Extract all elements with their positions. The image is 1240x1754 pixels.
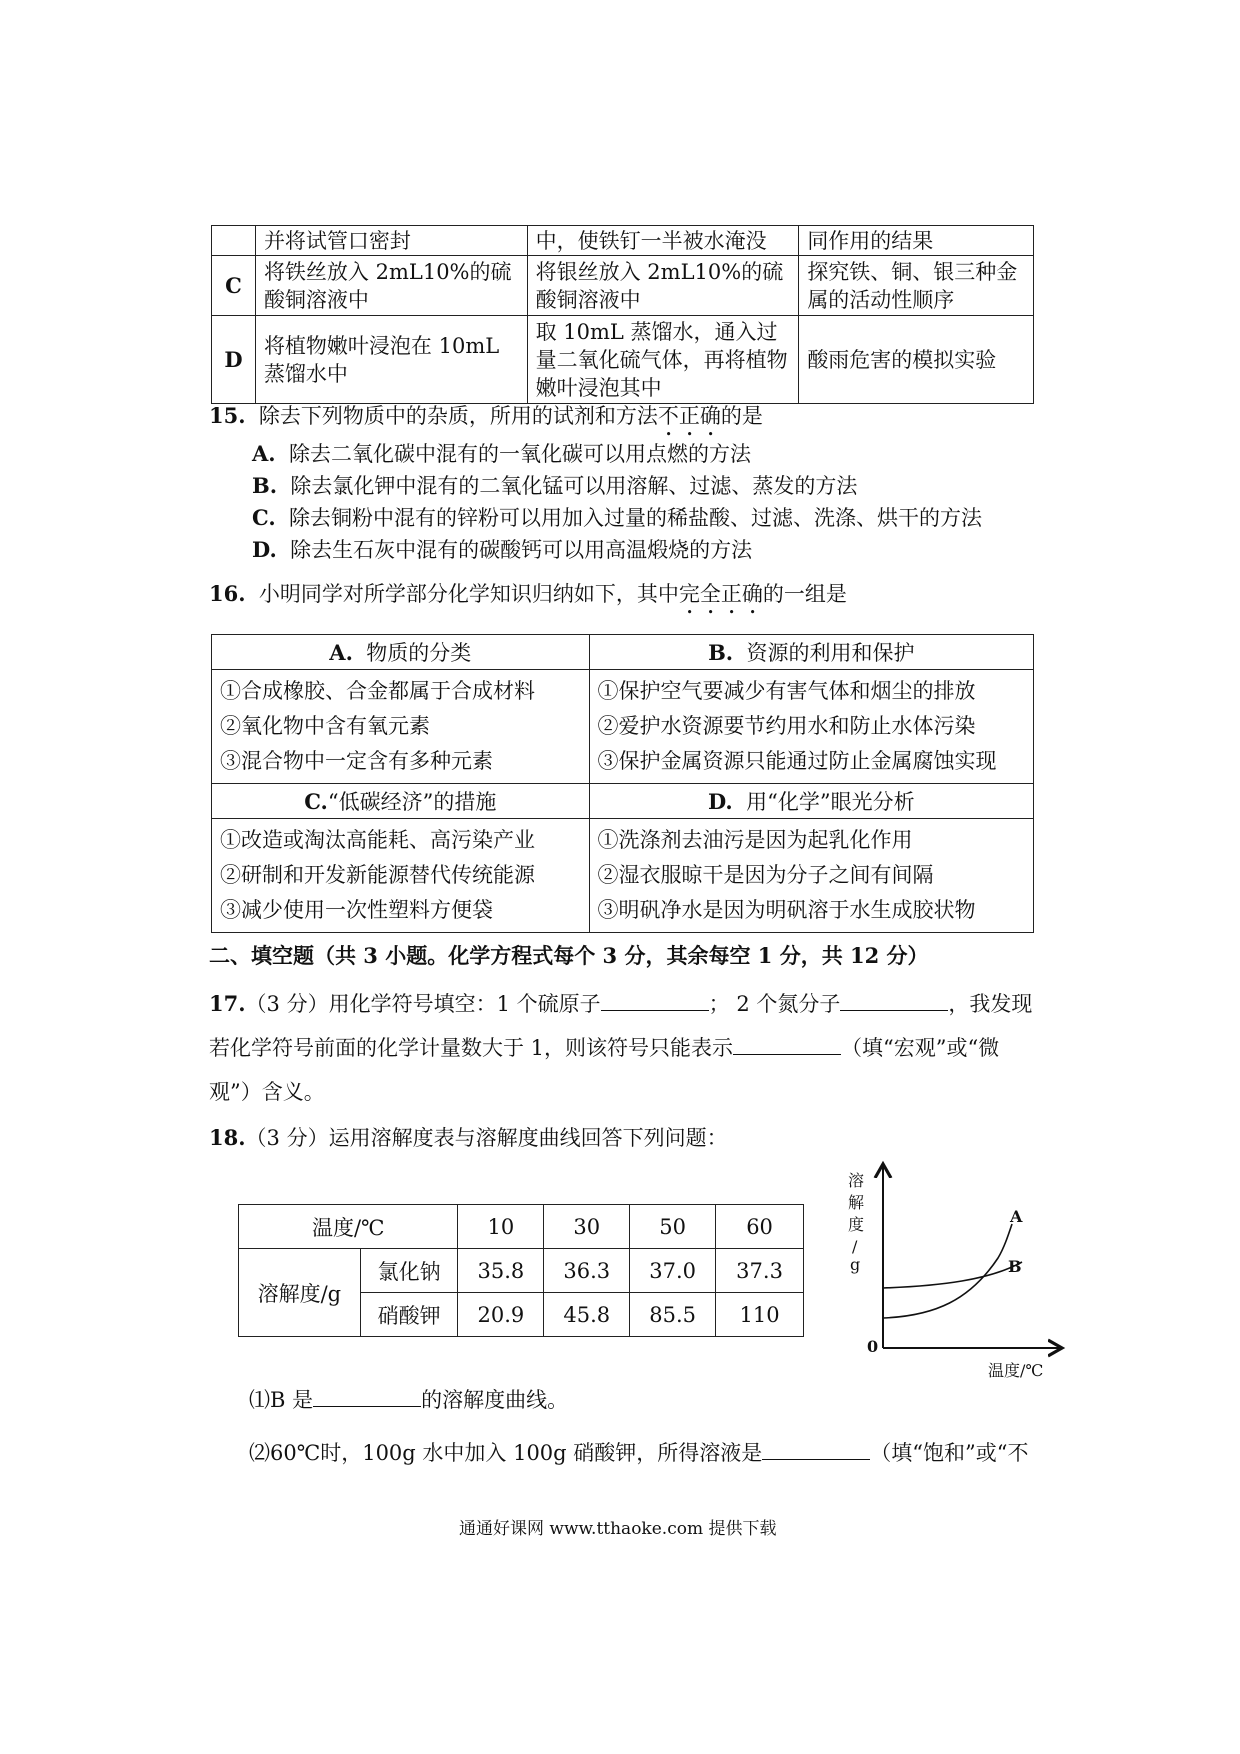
experiment-table — [211, 225, 1034, 404]
table-row — [212, 819, 1034, 933]
group-c-header: C.“低碳经济”的措施 — [212, 784, 590, 819]
row-label: D — [212, 316, 256, 404]
curve-b — [883, 1262, 1022, 1288]
row-label: C — [212, 256, 256, 316]
question-18-stem: 18.（3 分）运用溶解度表与溶解度曲线回答下列问题： — [209, 1125, 728, 1150]
option-c: C. 除去铜粉中混有的锌粉可以用加入过量的稀盐酸、过滤、洗涤、烘干的方法 — [252, 505, 983, 530]
table-cell: 36.3 — [544, 1249, 630, 1293]
list-item: ②湿衣服晾干是因为分子之间有间隔 — [597, 863, 934, 887]
y-axis-label: 度 — [848, 1215, 865, 1234]
y-axis-label: 解 — [848, 1193, 865, 1212]
solubility-graph — [840, 1158, 1070, 1380]
page-footer: 通通好课网 www.tthaoke.com 提供下载 — [459, 1519, 777, 1539]
list-item: ③混合物中一定含有多种元素 — [220, 749, 493, 773]
list-item: ②研制和开发新能源替代传统能源 — [220, 863, 535, 887]
question-number: 18. — [209, 1125, 246, 1150]
row-label — [212, 226, 256, 256]
table-cell: 酸雨危害的模拟实验 — [799, 316, 1034, 404]
table-cell: 110 — [716, 1293, 804, 1337]
origin-label: 0 — [867, 1337, 879, 1356]
group-b-body — [589, 670, 1033, 784]
list-item: ③保护金属资源只能通过防止金属腐蚀实现 — [597, 749, 997, 773]
table-row — [212, 635, 1034, 670]
list-item: ②爱护水资源要节约用水和防止水体污染 — [597, 714, 976, 738]
row-group-label: 溶解度/g — [239, 1249, 361, 1337]
table-cell: 探究铁、铜、银三种金属的活动性顺序 — [799, 256, 1034, 316]
answer-blank[interactable] — [733, 1032, 841, 1055]
solubility-table — [238, 1204, 804, 1337]
question-18-sub1: ⑴B 是 的溶解度曲线。 — [249, 1384, 568, 1416]
column-header: 60 — [716, 1205, 804, 1249]
curve-b-label: B — [1008, 1257, 1022, 1276]
table-cell: 同作用的结果 — [799, 226, 1034, 256]
question-17: 17.（3 分）用化学符号填空：1 个硫原子 ； 2 个氮分子 ，我发现 若化学符号前面的化学计量数大于 1，则该符号只能表示 （填“宏观”或“微 观”）含义。 — [209, 982, 1039, 1114]
group-c-body — [212, 819, 590, 933]
group-a-body — [212, 670, 590, 784]
list-item: ①保护空气要减少有害气体和烟尘的排放 — [597, 679, 976, 703]
group-d-header: D. 用“化学”眼光分析 — [589, 784, 1033, 819]
list-item: ③明矾净水是因为明矾溶于水生成胶状物 — [597, 898, 976, 922]
column-header: 温度/℃ — [239, 1205, 458, 1249]
column-header: 30 — [544, 1205, 630, 1249]
curve-a — [883, 1224, 1012, 1318]
answer-blank[interactable] — [313, 1384, 421, 1407]
question-number: 17. — [209, 991, 246, 1016]
row-label: 氯化钠 — [360, 1249, 458, 1293]
answer-blank[interactable] — [762, 1437, 870, 1460]
table-cell: 37.3 — [716, 1249, 804, 1293]
option-a: A. 除去二氧化碳中混有的一氧化碳可以用点燃的方法 — [252, 441, 751, 466]
table-cell: 将银丝放入 2mL10%的硫酸铜溶液中 — [527, 256, 799, 316]
curve-a-label: A — [1010, 1207, 1023, 1226]
group-d-body — [589, 819, 1033, 933]
list-item: ③减少使用一次性塑料方便袋 — [220, 898, 493, 922]
table-cell: 45.8 — [544, 1293, 630, 1337]
y-axis-label: / — [852, 1237, 858, 1256]
table-cell: 将铁丝放入 2mL10%的硫酸铜溶液中 — [255, 256, 527, 316]
question-text: 除去下列物质中的杂质，所用的试剂和方法 — [258, 404, 658, 428]
list-item: ①改造或淘汰高能耗、高污染产业 — [220, 828, 535, 852]
row-label: 硝酸钾 — [360, 1293, 458, 1337]
table-row — [212, 316, 1034, 404]
y-axis-label: 溶 — [848, 1171, 865, 1190]
table-row — [212, 256, 1034, 316]
question-15-stem — [209, 400, 763, 441]
table-header-row — [239, 1205, 804, 1249]
table-row — [212, 784, 1034, 819]
question-15-options — [252, 438, 982, 566]
table-cell: 将植物嫩叶浸泡在 10mL蒸馏水中 — [255, 316, 527, 404]
table-cell: 并将试管口密封 — [255, 226, 527, 256]
table-cell: 20.9 — [458, 1293, 544, 1337]
table-cell: 85.5 — [630, 1293, 716, 1337]
group-b-header: B. 资源的利用和保护 — [589, 635, 1033, 670]
table-cell: 37.0 — [630, 1249, 716, 1293]
group-a-header: A. 物质的分类 — [212, 635, 590, 670]
table-cell: 中，使铁钉一半被水淹没 — [527, 226, 799, 256]
option-b: B. 除去氯化钾中混有的二氧化锰可以用溶解、过滤、蒸发的方法 — [252, 473, 858, 498]
list-item: ②氧化物中含有氧元素 — [220, 714, 430, 738]
column-header: 10 — [458, 1205, 544, 1249]
question-text: 的一组是 — [762, 582, 847, 606]
question-18-sub2: ⑵60℃时，100g 水中加入 100g 硝酸钾，所得溶液是 （填“饱和”或“不 — [249, 1437, 1029, 1469]
knowledge-table — [211, 634, 1034, 933]
section-heading: 二、填空题（共 3 小题。化学方程式每个 3 分，其余每空 1 分，共 12 分） — [209, 943, 929, 968]
question-number: 15. — [209, 403, 246, 428]
question-text: 小明同学对所学部分化学知识归纳如下，其中 — [258, 582, 679, 606]
emphasis-text: 不正确 — [657, 404, 721, 428]
table-row — [212, 670, 1034, 784]
question-text: 的是 — [720, 404, 763, 428]
table-row — [239, 1249, 804, 1293]
emphasis-text: 完全正确 — [678, 582, 763, 606]
column-header: 50 — [630, 1205, 716, 1249]
option-d: D. 除去生石灰中混有的碳酸钙可以用高温煅烧的方法 — [252, 537, 753, 562]
table-cell: 取 10mL 蒸馏水，通入过量二氧化硫气体，再将植物嫩叶浸泡其中 — [527, 316, 799, 404]
x-axis-label: 温度/℃ — [988, 1361, 1044, 1380]
list-item: ①洗涤剂去油污是因为起乳化作用 — [597, 828, 913, 852]
answer-blank[interactable] — [840, 988, 948, 1011]
y-axis-label: g — [850, 1255, 861, 1274]
list-item: ①合成橡胶、合金都属于合成材料 — [220, 679, 535, 703]
table-cell: 35.8 — [458, 1249, 544, 1293]
table-row — [212, 226, 1034, 256]
answer-blank[interactable] — [601, 988, 709, 1011]
question-16-stem — [209, 578, 847, 619]
question-number: 16. — [209, 581, 246, 606]
